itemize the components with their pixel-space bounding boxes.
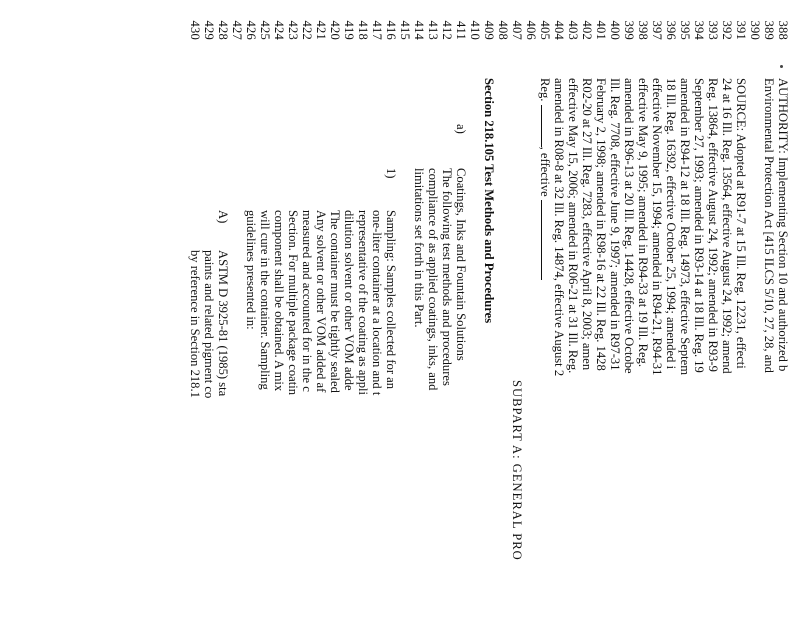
- line-number: 428: [216, 20, 230, 40]
- line-418: [356, 0, 370, 618]
- line-number: 423: [286, 20, 300, 40]
- line-426: [244, 0, 258, 618]
- line-392: [720, 0, 734, 618]
- line-402: [580, 0, 594, 618]
- source-text: Ill. Reg. 7708, effective June 9, 1997; amended in R97-31: [608, 78, 622, 371]
- item-a-text: The following test methods and procedures: [440, 168, 454, 386]
- line-number: 420: [328, 20, 342, 40]
- source-text: September 27, 1993; amended in R93-14 at 18 Ill. Reg. 19: [692, 78, 706, 373]
- line-401: [594, 0, 608, 618]
- line-390: [748, 0, 762, 618]
- line-number: 391: [734, 20, 748, 40]
- line-number: 430: [188, 20, 202, 40]
- line-406: [524, 0, 538, 618]
- line-408: [496, 0, 510, 618]
- line-number: 392: [720, 20, 734, 40]
- item-a-text: limitations set forth in this Part.: [412, 168, 426, 328]
- item-a-text: compliance of as applied coatings, inks, and: [426, 168, 440, 391]
- line-409: [482, 0, 496, 618]
- scan-speck: [780, 65, 783, 68]
- line-424: [272, 0, 286, 618]
- line-407: [510, 0, 524, 618]
- line-428: [216, 0, 230, 618]
- line-number: 399: [622, 20, 636, 40]
- line-405: [538, 0, 552, 618]
- source-text: SOURCE: Adopted at R91-7 at 15 Ill. Reg. 12231, effecti: [734, 78, 748, 369]
- line-429: [202, 0, 216, 618]
- line-417: [370, 0, 384, 618]
- blank-underline: [541, 105, 552, 147]
- line-number: 416: [384, 20, 398, 40]
- line-number: 419: [342, 20, 356, 40]
- line-399: [622, 0, 636, 618]
- line-number: 415: [398, 20, 412, 40]
- line-430: [188, 0, 202, 618]
- source-text: effective May 15, 2006; amended in R06-21 at 31 Ill. Reg.: [566, 78, 580, 374]
- line-number: 402: [580, 20, 594, 40]
- subpart-heading: SUBPART A: GENERAL PRO: [510, 380, 524, 561]
- item-1-text: dilution solvent or other VOM adde: [342, 210, 356, 391]
- item-1-text: measured and accounted for in the c: [300, 210, 314, 392]
- item-1-text: Section. For multiple package coatin: [286, 210, 300, 396]
- item-A-text: by reference in Section 218.1: [188, 250, 202, 398]
- line-number: 400: [608, 20, 622, 40]
- source-text: 24 at 16 Ill. Reg. 13564, effective August 24, 1992; amend: [720, 78, 734, 374]
- line-number: 425: [258, 20, 272, 40]
- source-text: amended in R94-12 at 18 Ill. Reg. 14973, effective Septem: [678, 78, 692, 376]
- line-427: [230, 0, 244, 618]
- line-number: 405: [538, 20, 552, 40]
- source-text: February 2, 1998; amended in R98-16 at 22 Ill. Reg. 1428: [594, 78, 608, 371]
- line-393: [706, 0, 720, 618]
- line-413: [426, 0, 440, 618]
- line-420: [328, 0, 342, 618]
- line-423: [286, 0, 300, 618]
- source-text: amended in R96-13 at 20 Ill. Reg. 14428, effective Octobe: [622, 78, 636, 374]
- line-number: 417: [370, 20, 384, 40]
- item-a-marker: a): [454, 124, 468, 134]
- line-number: 426: [244, 20, 258, 40]
- source-text: Reg. 13864, effective August 24, 1992; amended in R93-9: [706, 78, 720, 372]
- line-403: [566, 0, 580, 618]
- item-A-text: ASTM D 3925-81 (1985) sta: [216, 250, 230, 397]
- item-A-marker: A): [216, 210, 230, 224]
- line-number: 404: [552, 20, 566, 40]
- line-number: 394: [692, 20, 706, 40]
- reg-label: Reg.: [538, 78, 552, 102]
- line-number: 389: [762, 20, 776, 40]
- source-text: R02-20 at 27 Ill. Reg. 7283, effective April 8, 2003; amen: [580, 78, 594, 371]
- line-number: 410: [468, 20, 482, 40]
- item-1-text: guidelines presented in:: [244, 210, 258, 330]
- item-1-text: representative of the coating as appli: [356, 210, 370, 395]
- line-number: 408: [496, 20, 510, 40]
- line-number: 427: [230, 20, 244, 40]
- line-422: [300, 0, 314, 618]
- line-number: 421: [314, 20, 328, 40]
- source-text: effective November 15, 1994; amended in R94-21, R94-31: [650, 78, 664, 376]
- line-number: 412: [440, 20, 454, 40]
- item-1-text: Any solvent or other VOM added af: [314, 210, 328, 393]
- line-396: [664, 0, 678, 618]
- item-1-text: component shall be obtained. A mix: [272, 210, 286, 392]
- item-1-text: will cure in the container. Sampling: [258, 210, 272, 390]
- line-number: 395: [678, 20, 692, 40]
- line-number: 390: [748, 20, 762, 40]
- line-419: [342, 0, 356, 618]
- line-number: 398: [636, 20, 650, 40]
- source-text: 18 Ill. Reg. 16392, effective October 25, 1994; amended i: [664, 78, 678, 370]
- line-416: [384, 0, 398, 618]
- line-412: [440, 0, 454, 618]
- effective-label: , effective: [538, 146, 552, 197]
- line-number: 414: [412, 20, 426, 40]
- line-number: 406: [524, 20, 538, 40]
- line-404: [552, 0, 566, 618]
- line-number: 409: [482, 20, 496, 40]
- line-number: 388: [776, 20, 790, 40]
- line-number: 424: [272, 20, 286, 40]
- source-text-final: [538, 78, 552, 280]
- line-number: 429: [202, 20, 216, 40]
- line-415: [398, 0, 412, 618]
- line-number: 413: [426, 20, 440, 40]
- section-heading: Section 218.105 Test Methods and Procedures: [482, 78, 496, 324]
- line-number: 422: [300, 20, 314, 40]
- line-398: [636, 0, 650, 618]
- line-number: 401: [594, 20, 608, 40]
- line-number: 418: [356, 20, 370, 40]
- line-number: 407: [510, 20, 524, 40]
- item-a-title: Coatings, Inks and Fountain Solutions: [454, 168, 468, 361]
- line-389: [762, 0, 776, 618]
- blank-underline: [541, 200, 552, 280]
- line-394: [692, 0, 706, 618]
- line-421: [314, 0, 328, 618]
- line-number: 396: [664, 20, 678, 40]
- item-1-text: Sampling: Samples collected for an: [384, 210, 398, 390]
- line-425: [258, 0, 272, 618]
- line-400: [608, 0, 622, 618]
- line-395: [678, 0, 692, 618]
- line-number: 403: [566, 20, 580, 40]
- line-397: [650, 0, 664, 618]
- line-388: [776, 0, 790, 618]
- line-number: 393: [706, 20, 720, 40]
- source-text: amended in R08-8 at 32 Ill. Reg. 14874, effective August 2: [552, 78, 566, 377]
- line-410: [468, 0, 482, 618]
- line-414: [412, 0, 426, 618]
- line-391: [734, 0, 748, 618]
- authority-text: Environmental Protection Act [415 ILCS 5/10, 27, 28, and: [762, 78, 776, 373]
- line-411: [454, 0, 468, 618]
- line-number: 411: [454, 20, 468, 40]
- item-1-text: The container must be tightly sealed: [328, 210, 342, 393]
- item-1-text: one-liter container at a location and t: [370, 210, 384, 396]
- item-A-text: paints and related pigment co: [202, 250, 216, 399]
- item-1-marker: 1): [384, 168, 398, 179]
- source-text: effective May 9, 1995; amended in R94-33 at 19 Ill. Reg.: [636, 78, 650, 368]
- authority-text: AUTHORITY: Implementing Section 10 and authorized b: [776, 78, 790, 372]
- line-number: 397: [650, 20, 664, 40]
